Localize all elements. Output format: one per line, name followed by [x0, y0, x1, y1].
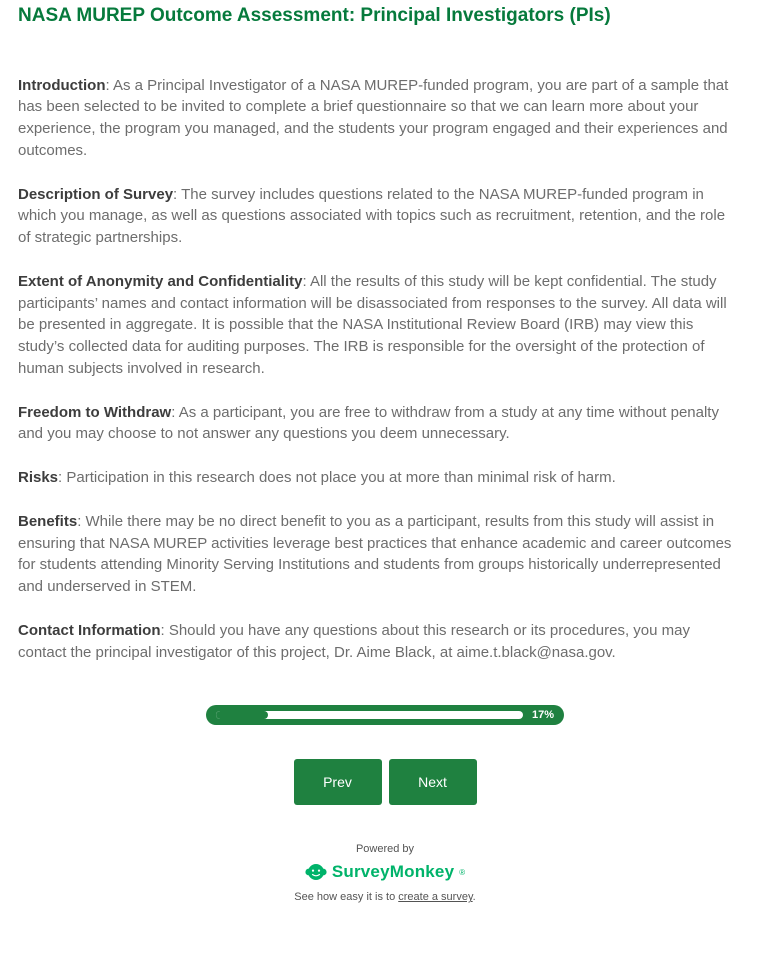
prev-button[interactable]: Prev	[294, 759, 382, 805]
progress-fill	[216, 711, 268, 719]
progress-track	[216, 711, 523, 719]
progress-percent: 17%	[531, 709, 554, 722]
registered-trademark-mark: ®	[459, 867, 466, 877]
paragraph-anonymity-label: Extent of Anonymity and Confidentiality	[18, 272, 303, 290]
paragraph-description	[18, 184, 738, 249]
create-survey-link[interactable]: create a survey	[398, 891, 473, 904]
footer-tagline	[18, 891, 752, 903]
paragraph-benefits-text: : While there may be no direct benefit to you as a participant, results from this study will assist in ensuring that NASA MUREP activities leverage best practices that enhance academic and career outcomes for students attending Minority Serving Institutions and students from groups historically underrepresented and underserved in STEM.	[18, 512, 732, 596]
surveymonkey-monkey-icon	[305, 863, 327, 881]
surveymonkey-wordmark: SurveyMonkey	[331, 862, 455, 882]
paragraph-contact-label: Contact Information	[18, 621, 161, 639]
paragraph-benefits-label: Benefits	[18, 512, 78, 530]
paragraph-introduction-text: : As a Principal Investigator of a NASA MUREP-funded program, you are part of a sample that has been selected to be invited to complete a brief questionnaire so that we can learn more about your experience, the program you managed, and the students your program engaged and their experiences and outcomes.	[18, 76, 729, 159]
paragraph-introduction	[18, 75, 738, 162]
paragraph-contact-text: : Should you have any questions about this research or its procedures, you may contact the principal investigator of this project, Dr. Aime Black, at aime.t.black@nasa.gov.	[18, 621, 690, 661]
paragraph-withdraw-text: : As a participant, you are free to withdraw from a study at any time without penalty and you may choose to not answer any questions you deem unnecessary.	[18, 403, 719, 443]
paragraph-withdraw	[18, 402, 738, 446]
survey-consent-text	[18, 75, 752, 664]
next-button[interactable]: Next	[389, 759, 477, 805]
surveymonkey-footer	[18, 843, 752, 903]
tagline-suffix: .	[472, 891, 476, 904]
page-title: NASA MUREP Outcome Assessment: Principal Investigators (PIs)	[18, 5, 611, 26]
paragraph-anonymity-text: : All the results of this study will be kept confidential. The study participants’ names and contact information will be disassociated from responses to the survey. All data will be presented in aggregate. It is possible that the NASA Institutional Review Board (IRB) may view this study’s collected data for auditing purposes. The IRB is responsible for the oversight of the protection of human subjects involved in research.	[18, 272, 727, 377]
paragraph-description-label: Description of Survey	[18, 185, 174, 203]
paragraph-benefits	[18, 511, 738, 598]
paragraph-introduction-label: Introduction	[18, 76, 106, 94]
progress-bar	[206, 705, 564, 725]
paragraph-description-text: : The survey includes questions related to the NASA MUREP-funded program in which you manage, as well as questions associated with topics such as recruitment, retention, and the role of strategic partnerships.	[18, 185, 726, 247]
paragraph-anonymity	[18, 271, 738, 380]
paragraph-risks	[18, 467, 738, 489]
paragraph-risks-text: : Participation in this research does not place you at more than minimal risk of harm.	[58, 469, 616, 487]
paragraph-risks-label: Risks	[18, 469, 59, 487]
paragraph-withdraw-label: Freedom to Withdraw	[18, 403, 172, 421]
tagline-prefix: See how easy it is to	[294, 891, 399, 904]
powered-by-label: Powered by	[355, 843, 415, 856]
navigation-buttons	[18, 759, 752, 805]
paragraph-contact	[18, 620, 738, 664]
surveymonkey-logo-link[interactable]	[305, 862, 465, 882]
